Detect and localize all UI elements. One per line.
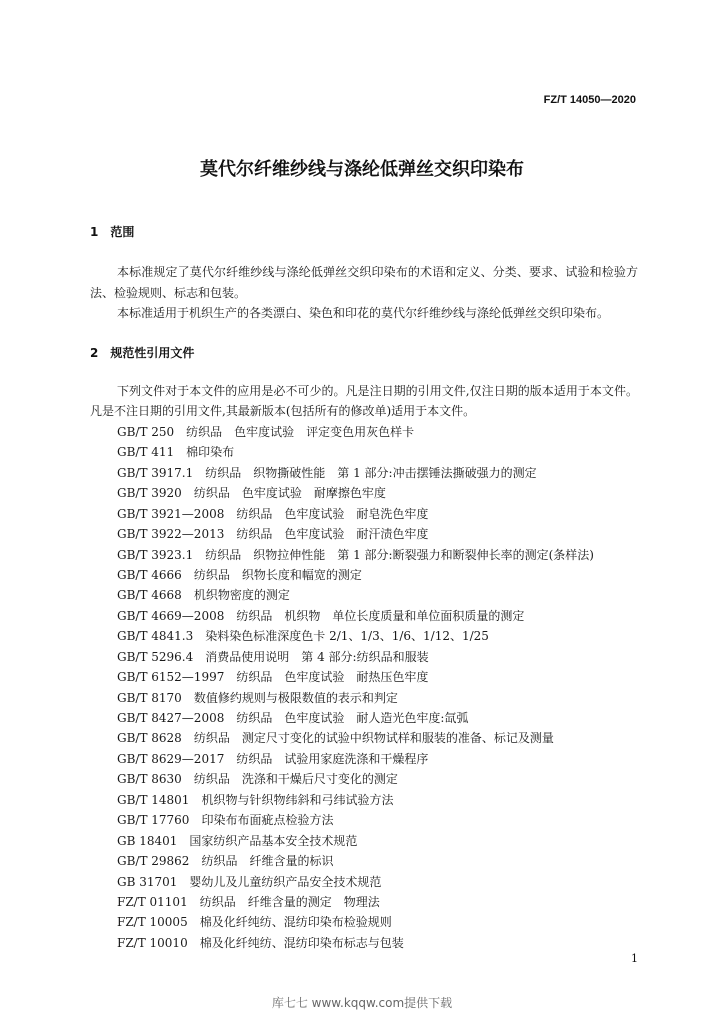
document-title: 莫代尔纤维纱线与涤纶低弹丝交织印染布 — [200, 159, 524, 180]
reference-code: GB/T 3917.1 — [117, 465, 194, 480]
reference-code: GB/T 5296.4 — [117, 649, 194, 664]
reference-code: FZ/T 01101 — [117, 894, 188, 909]
reference-item — [90, 933, 638, 953]
reference-item — [90, 708, 638, 728]
reference-item — [90, 831, 638, 851]
reference-code: GB/T 250 — [117, 424, 175, 439]
reference-title: 棉及化纤纯纺、混纺印染布检验规则 — [199, 915, 392, 930]
reference-code: GB/T 3922—2013 — [117, 527, 225, 542]
reference-title: 纺织品 织物撕破性能 第 1 部分:冲击摆锤法撕破强力的测定 — [205, 465, 537, 480]
paragraph: 本标准规定了莫代尔纤维纱线与涤纶低弹丝交织印染布的术语和定义、分类、要求、试验和检验方法、检验规则、标志和包装。 — [90, 265, 638, 300]
reference-title: 纺织品 织物拉伸性能 第 1 部分:断裂强力和断裂伸长率的测定(条样法) — [205, 547, 594, 562]
section-number: 2 — [90, 346, 99, 360]
reference-item — [90, 728, 638, 748]
section-number: 1 — [90, 225, 99, 239]
reference-title: 棉及化纤纯纺、混纺印染布标志与包装 — [199, 935, 404, 950]
page-number: 1 — [631, 952, 638, 965]
reference-title: 纺织品 机织物 单位长度质量和单位面积质量的测定 — [236, 608, 525, 623]
reference-title: 纺织品 色牢度试验 耐汗渍色牢度 — [236, 527, 429, 542]
reference-item — [90, 565, 638, 585]
reference-code: GB/T 411 — [117, 445, 175, 460]
reference-item — [90, 585, 638, 605]
reference-item — [90, 688, 638, 708]
reference-item — [90, 912, 638, 932]
reference-item — [90, 647, 638, 667]
reference-title: 机织物与针织物纬斜和弓纬试验方法 — [201, 792, 394, 807]
reference-title: 纺织品 色牢度试验 耐摩擦色牢度 — [193, 486, 386, 501]
reference-title: 纺织品 织物长度和幅宽的测定 — [193, 567, 362, 582]
reference-title: 纺织品 色牢度试验 评定变色用灰色样卡 — [186, 424, 415, 439]
reference-code: GB/T 8630 — [117, 772, 182, 787]
reference-title: 纺织品 色牢度试验 耐热压色牢度 — [236, 670, 429, 685]
reference-item — [90, 851, 638, 871]
reference-code: GB/T 3921—2008 — [117, 506, 225, 521]
reference-item — [90, 606, 638, 626]
reference-code: GB/T 8629—2017 — [117, 751, 225, 766]
document-number: FZ/T 14050—2020 — [543, 94, 636, 106]
download-watermark: 库七七 www.kqqw.com提供下载 — [271, 996, 453, 1010]
reference-code: GB/T 4841.3 — [117, 629, 194, 644]
reference-title: 婴幼儿及儿童纺织产品安全技术规范 — [189, 874, 382, 889]
reference-code: GB 31701 — [117, 874, 178, 889]
reference-title: 纺织品 纤维含量的测定 物理法 — [199, 894, 380, 909]
reference-item — [90, 442, 638, 462]
reference-code: GB/T 8628 — [117, 731, 182, 746]
reference-code: GB/T 29862 — [117, 854, 190, 869]
reference-title: 纺织品 色牢度试验 耐人造光色牢度:氙弧 — [236, 711, 469, 726]
reference-code: GB/T 3920 — [117, 486, 182, 501]
reference-item — [90, 810, 638, 830]
reference-code: GB/T 4668 — [117, 588, 182, 603]
section-body-scope — [90, 262, 638, 324]
reference-item — [90, 626, 638, 646]
reference-title: 纺织品 测定尺寸变化的试验中织物试样和服装的准备、标记及测量 — [193, 731, 554, 746]
reference-code: GB/T 4666 — [117, 567, 182, 582]
paragraph: 本标准适用于机织生产的各类漂白、染色和印花的莫代尔纤维纱线与涤纶低弹丝交织印染布。 — [117, 306, 610, 320]
reference-item — [90, 769, 638, 789]
reference-item — [90, 422, 638, 442]
section-heading-normative-references — [90, 346, 194, 360]
reference-title: 纺织品 纤维含量的标识 — [201, 854, 334, 869]
reference-item — [90, 749, 638, 769]
reference-code: GB 18401 — [117, 833, 178, 848]
reference-item — [90, 545, 638, 565]
reference-code: FZ/T 10005 — [117, 915, 188, 930]
reference-item — [90, 872, 638, 892]
reference-item — [90, 483, 638, 503]
reference-title: 纺织品 色牢度试验 耐皂洗色牢度 — [236, 506, 429, 521]
reference-title: 纺织品 试验用家庭洗涤和干燥程序 — [236, 751, 429, 766]
reference-code: GB/T 14801 — [117, 792, 190, 807]
reference-item — [90, 667, 638, 687]
reference-title: 印染布布面疵点检验方法 — [201, 813, 334, 828]
reference-title: 染料染色标准深度色卡 2/1、1/3、1/6、1/12、1/25 — [205, 629, 489, 644]
reference-code: GB/T 8170 — [117, 690, 182, 705]
reference-code: FZ/T 10010 — [117, 935, 188, 950]
reference-item — [90, 504, 638, 524]
reference-code: GB/T 3923.1 — [117, 547, 194, 562]
reference-code: GB/T 6152—1997 — [117, 670, 225, 685]
section-heading-scope — [90, 225, 134, 239]
reference-list — [90, 422, 638, 953]
reference-code: GB/T 17760 — [117, 813, 190, 828]
reference-item — [90, 524, 638, 544]
reference-code: GB/T 4669—2008 — [117, 608, 225, 623]
reference-title: 数值修约规则与极限数值的表示和判定 — [193, 690, 398, 705]
reference-title: 纺织品 洗涤和干燥后尺寸变化的测定 — [193, 772, 398, 787]
reference-title: 国家纺织产品基本安全技术规范 — [189, 833, 358, 848]
section-heading-text: 范围 — [110, 225, 135, 239]
paragraph: 下列文件对于本文件的应用是必不可少的。凡是注日期的引用文件,仅注日期的版本适用于本文件。凡是不注日期的引用文件,其最新版本(包括所有的修改单)适用于本文件。 — [90, 384, 638, 419]
reference-title: 消费品使用说明 第 4 部分:纺织品和服装 — [205, 649, 429, 664]
reference-title: 棉印染布 — [186, 445, 235, 460]
reference-item — [90, 463, 638, 483]
reference-item — [90, 892, 638, 912]
section-heading-text: 规范性引用文件 — [110, 346, 195, 360]
reference-item — [90, 790, 638, 810]
reference-code: GB/T 8427—2008 — [117, 711, 225, 726]
section-body-normative-references — [90, 381, 638, 953]
reference-title: 机织物密度的测定 — [193, 588, 290, 603]
